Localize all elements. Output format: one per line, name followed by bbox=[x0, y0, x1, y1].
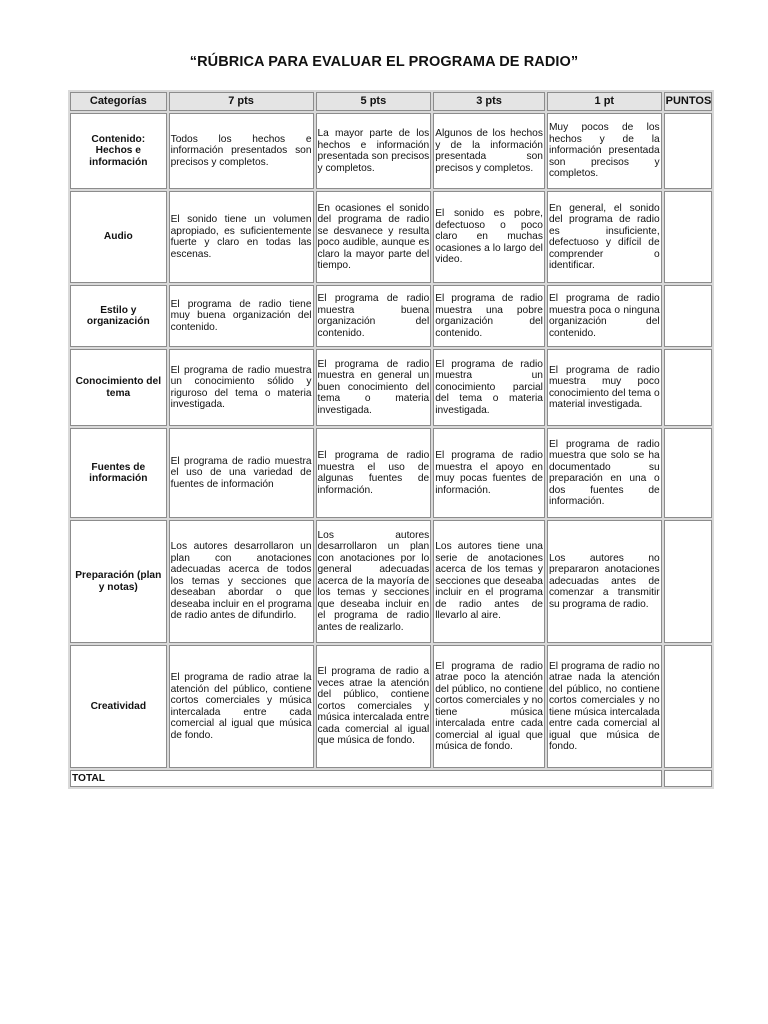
points-cell[interactable] bbox=[664, 520, 712, 643]
table-row bbox=[70, 191, 712, 283]
category-cell: Contenido: Hechos e información bbox=[70, 113, 167, 189]
criterion-cell: El programa de radio atrae la atención del público, contiene cortos comerciales y música intercalada entre cada comercial al igual que música de fondo. bbox=[169, 645, 314, 768]
points-cell[interactable] bbox=[664, 285, 712, 347]
criterion-cell: Muy pocos de los hechos y de la información presentada son precisos y completos. bbox=[547, 113, 662, 189]
criterion-cell: Los autores desarrollaron un plan con anotaciones por lo general adecuadas acerca de la mayoría de los temas y secciones que deseaba incluir en el programa de radio antes de realizarlo. bbox=[316, 520, 432, 643]
criterion-cell: Los autores tiene una serie de anotaciones acerca de los temas y secciones que deseaba incluir en el programa de radio antes de llevarlo al aire. bbox=[433, 520, 545, 643]
criterion-cell: El programa de radio tiene muy buena organización del contenido. bbox=[169, 285, 314, 347]
criterion-cell: El programa de radio muestra el uso de una variedad de fuentes de información bbox=[169, 428, 314, 518]
total-points-cell[interactable] bbox=[664, 770, 712, 787]
table-row bbox=[70, 520, 712, 643]
criterion-cell: El programa de radio muestra el apoyo en muy pocas fuentes de información. bbox=[433, 428, 545, 518]
criterion-cell: En ocasiones el sonido del programa de radio se desvanece y resulta poco audible, aunque es claro la mayor parte del tiempo. bbox=[316, 191, 432, 283]
header-3-pts: 3 pts bbox=[433, 92, 545, 111]
criterion-cell: Algunos de los hechos y de la información presentada son precisos y completos. bbox=[433, 113, 545, 189]
header-row bbox=[70, 92, 712, 111]
total-row bbox=[70, 770, 712, 787]
table-row bbox=[70, 285, 712, 347]
criterion-cell: El programa de radio no atrae nada la atención del público, no contiene cortos comerciales y no tiene música intercalada entre cada comercial al igual que música de fondo. bbox=[547, 645, 662, 768]
criterion-cell: El programa de radio muestra una pobre organización del contenido. bbox=[433, 285, 545, 347]
header-7-pts: 7 pts bbox=[169, 92, 314, 111]
criterion-cell: El programa de radio muestra buena organización del contenido. bbox=[316, 285, 432, 347]
points-cell[interactable] bbox=[664, 191, 712, 283]
points-cell[interactable] bbox=[664, 645, 712, 768]
criterion-cell: El programa de radio muestra muy poco conocimiento del tema o material investigada. bbox=[547, 349, 662, 426]
category-cell: Estilo y organización bbox=[70, 285, 167, 347]
document-title: “RÚBRICA PARA EVALUAR EL PROGRAMA DE RADIO” bbox=[189, 54, 579, 70]
table-row bbox=[70, 428, 712, 518]
category-cell: Conocimiento del tema bbox=[70, 349, 167, 426]
criterion-cell: La mayor parte de los hechos e información presentada son precisos y completos. bbox=[316, 113, 432, 189]
criterion-cell: El sonido tiene un volumen apropiado, es suficientemente fuerte y claro en todas las escenas. bbox=[169, 191, 314, 283]
total-label: TOTAL bbox=[70, 770, 662, 787]
header-categorias: Categorías bbox=[70, 92, 167, 111]
criterion-cell: El programa de radio muestra un conocimiento sólido y riguroso del tema o materia investigada. bbox=[169, 349, 314, 426]
rubric-table bbox=[68, 90, 714, 789]
category-cell: Creatividad bbox=[70, 645, 167, 768]
criterion-cell: El sonido es pobre, defectuoso o poco claro en muchas ocasiones a lo largo del video. bbox=[433, 191, 545, 283]
criterion-cell: El programa de radio muestra que solo se ha documentado su preparación en una o dos fuentes de información. bbox=[547, 428, 662, 518]
table-row bbox=[70, 113, 712, 189]
criterion-cell: Todos los hechos e información presentados son precisos y completos. bbox=[169, 113, 314, 189]
category-cell: Audio bbox=[70, 191, 167, 283]
criterion-cell: El programa de radio muestra poca o ninguna organización del contenido. bbox=[547, 285, 662, 347]
criterion-cell: El programa de radio muestra el uso de algunas fuentes de información. bbox=[316, 428, 432, 518]
category-cell: Fuentes de información bbox=[70, 428, 167, 518]
table-row bbox=[70, 645, 712, 768]
criterion-cell: Los autores no prepararon anotaciones adecuadas antes de comenzar a transmitir su programa de radio. bbox=[547, 520, 662, 643]
header-5-pts: 5 pts bbox=[316, 92, 432, 111]
criterion-cell: El programa de radio muestra un conocimiento parcial del tema o materia investigada. bbox=[433, 349, 545, 426]
category-cell: Preparación (plan y notas) bbox=[70, 520, 167, 643]
criterion-cell: El programa de radio atrae poco la atención del público, no contiene cortos comerciales y no tiene música intercalada entre cada comercial al igual que música de fondo. bbox=[433, 645, 545, 768]
points-cell[interactable] bbox=[664, 349, 712, 426]
points-cell[interactable] bbox=[664, 113, 712, 189]
table-row bbox=[70, 349, 712, 426]
points-cell[interactable] bbox=[664, 428, 712, 518]
criterion-cell: El programa de radio muestra en general un buen conocimiento del tema o materia investigada. bbox=[316, 349, 432, 426]
header-1-pt: 1 pt bbox=[547, 92, 662, 111]
criterion-cell: El programa de radio a veces atrae la atención del público, contiene cortos comerciales y música intercalada entre cada comercial al igual que música de fondo. bbox=[316, 645, 432, 768]
header-puntos: PUNTOS bbox=[664, 92, 712, 111]
criterion-cell: Los autores desarrollaron un plan con anotaciones adecuadas acerca de todos los temas y secciones que deseaban abordar o que deseaba incluir en el programa de radio antes de difundirlo. bbox=[169, 520, 314, 643]
criterion-cell: En general, el sonido del programa de radio es insuficiente, defectuoso y difícil de comprender o identificar. bbox=[547, 191, 662, 283]
